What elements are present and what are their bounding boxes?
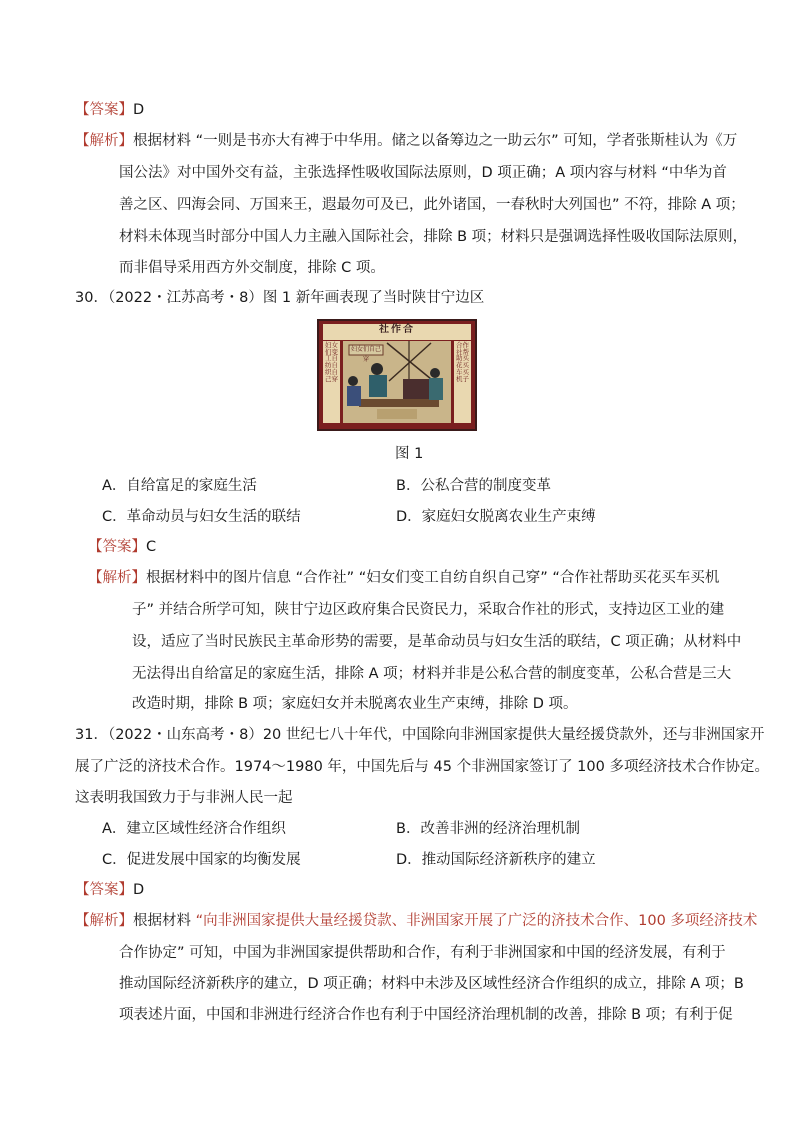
analysis-line-3: 善之区、四海会同、万国来王，遐最勿可及已，此外诸国，一春秋时大列国也” 不符，排除 A 项； — [119, 197, 745, 213]
analysis-line-3: 推动国际经济新秩序的建立，D 项正确；材料中未涉及区域性经济合作组织的成立，排除 A 项；B — [119, 976, 744, 992]
answer-value: D — [133, 882, 145, 898]
option-a: A．建立区域性经济合作组织 — [102, 821, 286, 837]
analysis-tag: 【解析】 — [75, 133, 133, 149]
figure-caption: 图 1 — [395, 446, 424, 462]
analysis-text: 根据材料 “一则是书亦大有裨于中华用。储之以备筹边之一助云尔” 可知，学者张斯桂认为《万 — [133, 133, 738, 149]
analysis-line-1 — [75, 131, 737, 151]
answer-value: C — [146, 539, 157, 555]
analysis-line-4: 无法得出自给富足的家庭生活，排除 A 项；材料并非是公私合营的制度变革，公私合营是三大 — [132, 666, 732, 682]
painting-title: 社作合 — [379, 324, 415, 335]
analysis-text: 根据材料中的图片信息 “合作社” “妇女们变工自纺自织自己穿” “合作社帮助买花买车买机 — [146, 570, 720, 586]
option-b: B．改善非洲的经济治理机制 — [396, 821, 580, 837]
quoted-material: “向非洲国家提供大量经援贷款、非洲国家开展了广泛的济技术合作、100 多项经济技术 — [195, 913, 758, 929]
analysis-tag: 【解析】 — [88, 570, 146, 586]
analysis-line-5: 改造时期，排除 B 项；家庭妇女并未脱离农业生产束缚，排除 D 项。 — [132, 696, 578, 712]
option-a: A．自给富足的家庭生活 — [102, 478, 257, 494]
analysis-line-4: 项表述片面，中国和非洲进行经济合作也有利于中国经济治理机制的改善，排除 B 项；有利于促 — [119, 1007, 733, 1023]
analysis-tag: 【解析】 — [75, 913, 133, 929]
analysis-line-2: 子” 并结合所学可知，陕甘宁边区政府集合民资民力，采取合作社的形式，支持边区工业的建 — [132, 602, 725, 618]
answer-line — [88, 537, 156, 557]
question-stem: 30．（2022・江苏高考・8）图 1 新年画表现了当时陕甘宁边区 — [75, 290, 485, 306]
analysis-line-2: 合作协定” 可知，中国为非洲国家提供帮助和合作，有利于非洲国家和中国的经济发展，有利于 — [119, 945, 726, 961]
answer-line — [75, 100, 144, 120]
painting-illustration — [319, 321, 475, 429]
new-year-painting-figure — [317, 319, 477, 431]
answer-tag: 【答案】 — [75, 882, 133, 898]
analysis-line-2: 国公法》对中国外交有益，主张选择性吸收国际法原则，D 项正确；A 项内容与材料 “中华为首 — [119, 165, 727, 181]
painting-banner: 妇女们自己穿 — [350, 346, 381, 363]
analysis-line-4: 材料未体现当时部分中国人力主融入国际社会，排除 B 项；材料只是强调选择性吸收国际法原则， — [119, 229, 748, 245]
question-stem-line-2: 展了广泛的济技术合作。1974～1980 年，中国先后与 45 个非洲国家签订了 100 多项经济技术合作协定。 — [75, 759, 769, 775]
question-stem-line-1: 31．（2022・山东高考・8）20 世纪七八十年代，中国除向非洲国家提供大量经援贷款外，还与非洲国家开 — [75, 727, 765, 743]
analysis-line-1 — [88, 568, 719, 588]
answer-line — [75, 880, 144, 900]
answer-tag: 【答案】 — [75, 102, 133, 118]
option-d: D．家庭妇女脱离农业生产束缚 — [396, 509, 596, 525]
option-b: B．公私合营的制度变革 — [396, 478, 551, 494]
question-stem-line-3: 这表明我国致力于与非洲人民一起 — [75, 790, 293, 806]
analysis-line-3: 设，适应了当时民族民主革命形势的需要，是革命动员与妇女生活的联结，C 项正确；从材料中 — [132, 634, 742, 650]
painting-right-couplet: 合作社帮助买花买车买机子 — [456, 341, 469, 383]
analysis-text-prefix: 根据材料 — [133, 913, 196, 929]
painting-left-couplet: 妇女们变工自纺自织自己穿 — [325, 341, 338, 383]
option-c: C．促进发展中国家的均衡发展 — [102, 852, 301, 868]
answer-tag: 【答案】 — [88, 539, 146, 555]
option-d: D．推动国际经济新秩序的建立 — [396, 852, 596, 868]
analysis-line-5: 而非倡导采用西方外交制度，排除 C 项。 — [119, 260, 385, 276]
option-c: C．革命动员与妇女生活的联结 — [102, 509, 301, 525]
analysis-line-1 — [75, 911, 757, 931]
answer-value: D — [133, 102, 145, 118]
